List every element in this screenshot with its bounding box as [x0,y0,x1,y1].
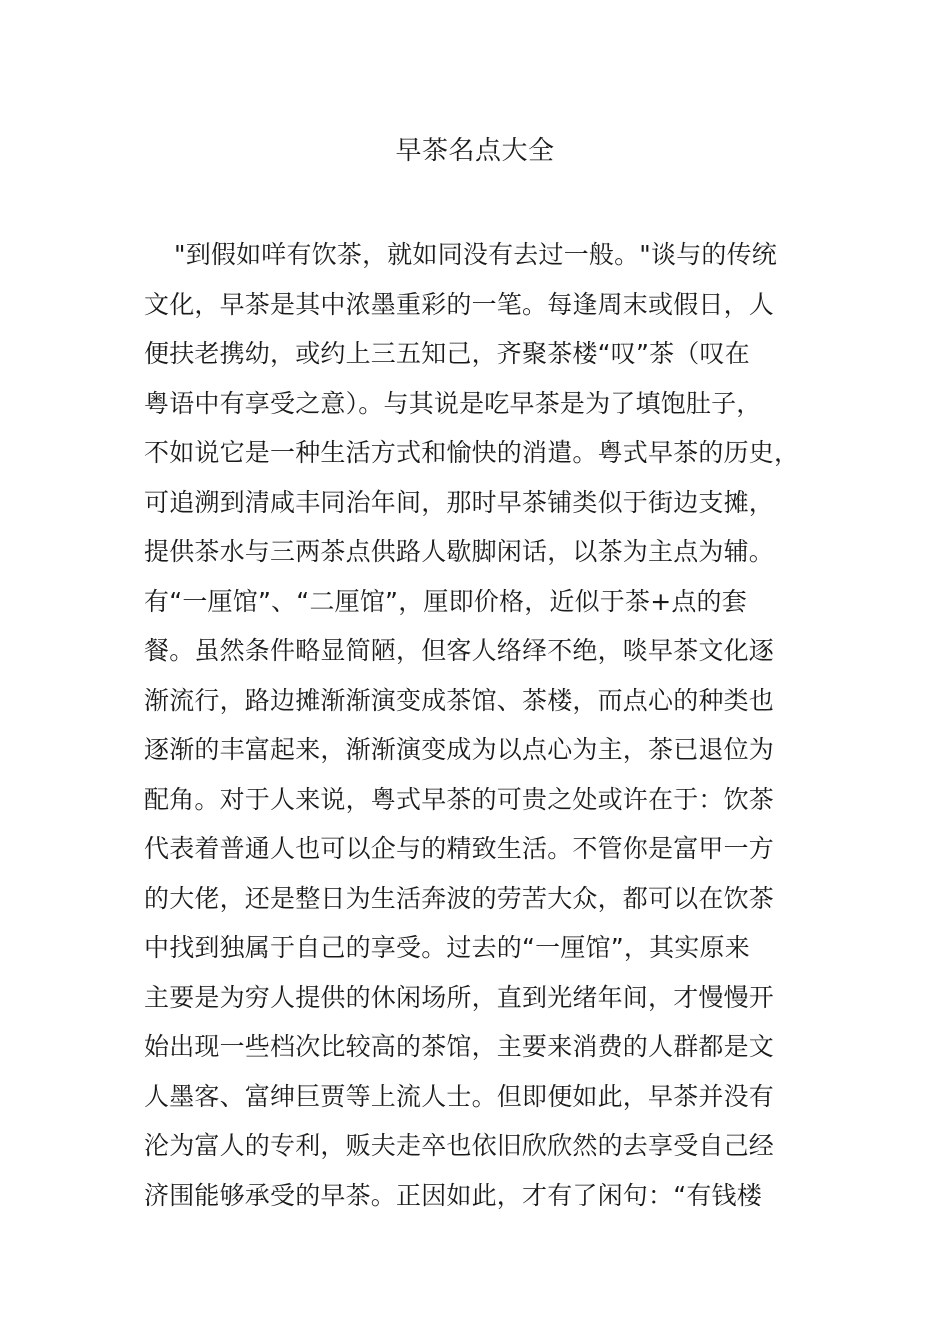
document-title: 早茶名点大全 [395,136,555,166]
text-line: 餐。虽然条件略显简陋，但客人络绎不绝，啖早茶文化逐 [144,636,775,665]
text-line: 人墨客、富绅巨贾等上流人士。但即便如此，早茶并没有 [144,1081,775,1111]
text-line: 的大佬，还是整日为生活奔波的劳苦大众，都可以在饮茶 [144,883,775,913]
text-line: 逐渐的丰富起来，渐渐演变成为以点心为主，茶已退位为 [144,735,775,764]
text-line: 沦为富人的专利，贩夫走卒也依旧欣欣然的去享受自己经 [144,1131,775,1160]
text-line: 中找到独属于自己的享受。过去的“一厘馆”，其实原来 [144,933,750,962]
text-line: 始出现一些档次比较高的茶馆，主要来消费的人群都是文 [144,1032,775,1061]
text-line: 不如说它是一种生活方式和愉快的消遣。粤式早茶的历史， [144,438,800,467]
text-line: 代表着普通人也可以企与的精致生活。不管你是富甲一方 [144,834,775,863]
text-line: "到假如咩有饮茶，就如同没有去过一般。"谈与的传统 [174,240,778,269]
text-line: 可追溯到清咸丰同治年间，那时早茶铺类似于街边支摊， [144,487,775,517]
text-line: 配角。对于人来说，粤式早茶的可贵之处或许在于：饮茶 [144,784,775,814]
text-line: 粤语中有享受之意）。与其说是吃早茶是为了填饱肚子， [144,388,762,418]
text-line: 提供茶水与三两茶点供路人歇脚闲话，以茶为主点为辅。 [144,537,775,566]
text-line: 便扶老携幼，或约上三五知己，齐聚茶楼“叹”茶（叹在 [144,339,750,368]
text-line: 渐流行，路边摊渐渐演变成茶馆、茶楼，而点心的种类也 [144,685,775,715]
body-paragraph [144,230,824,1220]
text-line: 济围能够承受的早茶。正因如此，才有了闲句：“有钱楼 [144,1180,762,1210]
text-line: 主要是为穷人提供的休闲场所，直到光绪年间，才慢慢开 [144,982,775,1012]
text-line: 文化，早茶是其中浓墨重彩的一笔。每逢周末或假日，人 [144,289,775,319]
text-line: 有“一厘馆”、“二厘馆”，厘即价格，近似于茶+点的套 [144,586,747,616]
